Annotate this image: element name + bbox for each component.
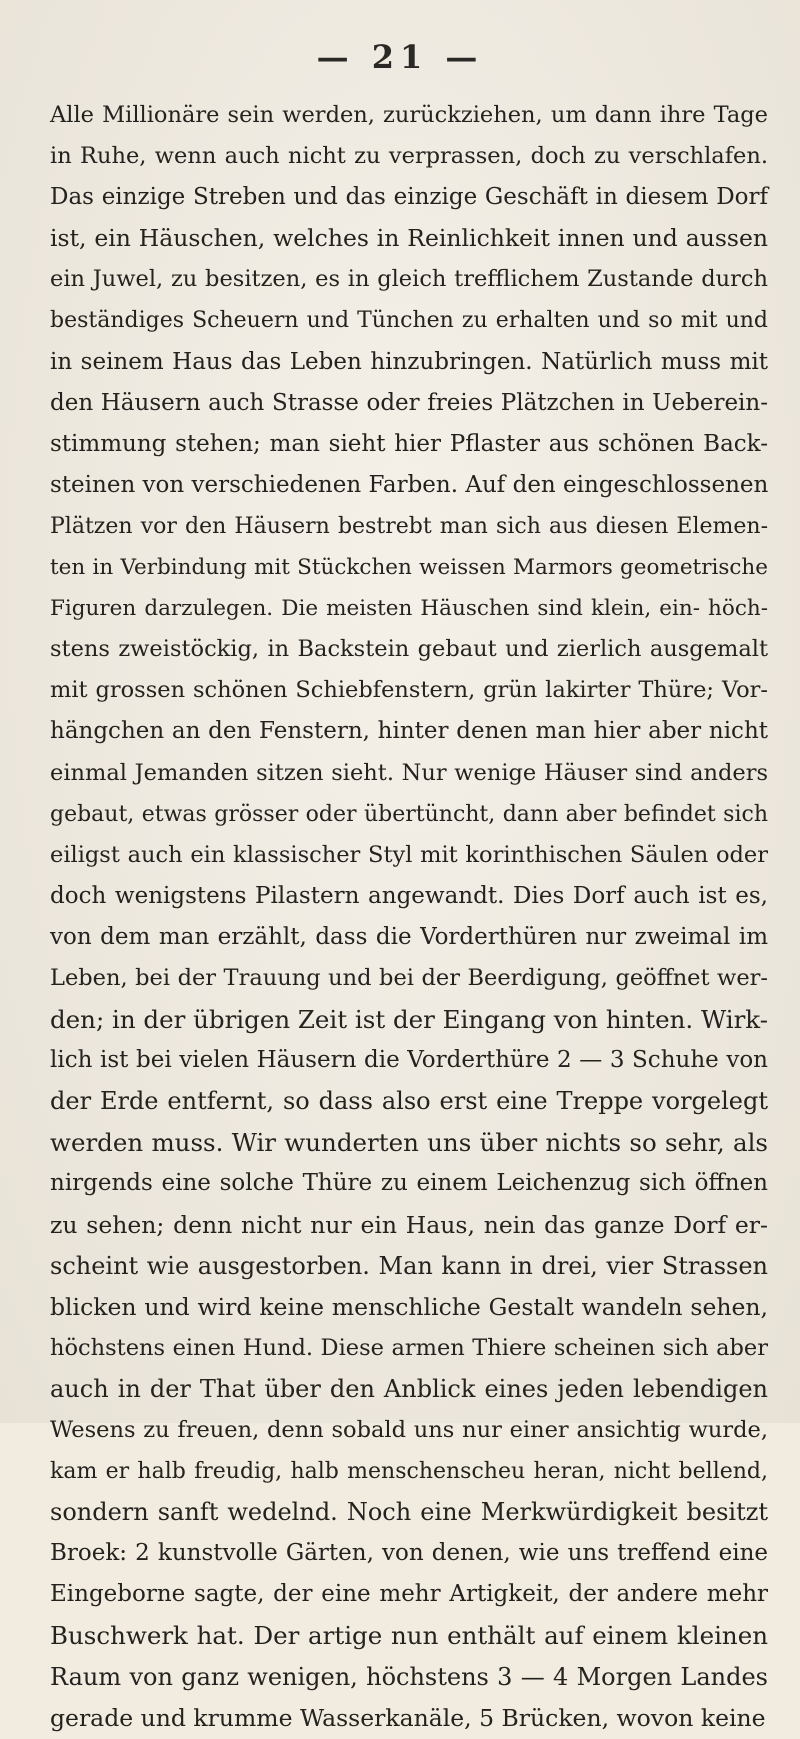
text-line: mit grossen schönen Schiebfenstern, grün lakirter Thüre; Vor- — [50, 677, 768, 704]
text-line: Raum von ganz wenigen, höchstens 3 — 4 Morgen Landes — [50, 1662, 768, 1691]
text-line: blicken und wird keine menschliche Gestalt wandeln sehen, — [50, 1292, 768, 1321]
text-line: beständiges Scheuern und Tünchen zu erhalten und so mit und — [50, 308, 768, 334]
text-line: in seinem Haus das Leben hinzubringen. Natürlich muss mit — [50, 348, 768, 375]
text-line: zu sehen; denn nicht nur ein Haus, nein das ganze Dorf er- — [50, 1210, 768, 1239]
text-line: in Ruhe, wenn auch nicht zu verprassen, doch zu verschlafen. — [50, 143, 768, 170]
text-line: den; in der übrigen Zeit ist der Eingang von hinten. Wirk- — [50, 1005, 768, 1035]
text-line: hängchen an den Fenstern, hinter denen man hier aber nicht — [50, 718, 768, 745]
text-line: lich ist bei vielen Häusern die Vorderthüre 2 — 3 Schuhe von — [50, 1047, 768, 1074]
text-line: gerade und krumme Wasserkanäle, 5 Brücken, wovon keine — [50, 1703, 766, 1732]
text-line: den Häusern auch Strasse oder freies Plätzchen in Ueberein- — [50, 389, 768, 416]
text-line: steinen von verschiedenen Farben. Auf den eingeschlossenen — [50, 471, 769, 498]
text-line: stens zweistöckig, in Backstein gebaut und zierlich ausgemalt — [50, 636, 768, 663]
text-line: von dem man erzählt, dass die Vorderthüren nur zweimal im — [50, 923, 768, 950]
text-line: nirgends eine solche Thüre zu einem Leichenzug sich öffnen — [50, 1170, 768, 1197]
text-line: Broek: 2 kunstvolle Gärten, von denen, wie uns treffend eine — [50, 1540, 768, 1567]
text-line: gebaut, etwas grösser oder übertüncht, dann aber befindet sich — [50, 801, 768, 827]
text-line: werden muss. Wir wunderten uns über nichts so sehr, als — [50, 1128, 768, 1158]
text-line: ten in Verbindung mit Stückchen weissen Marmors geometrische — [50, 555, 768, 581]
body-text — [50, 95, 768, 1739]
text-line: doch wenigstens Pilastern angewandt. Dies Dorf auch ist es, — [50, 882, 768, 909]
text-line: einmal Jemanden sitzen sieht. Nur wenige Häuser sind anders — [50, 759, 768, 786]
text-line: Das einzige Streben und das einzige Geschäft in diesem Dorf — [50, 184, 768, 211]
text-line: höchstens einen Hund. Diese armen Thiere scheinen sich aber — [50, 1334, 768, 1361]
text-line: kam er halb freudig, halb menschenscheu heran, nicht bellend, — [50, 1459, 768, 1485]
text-line: sondern sanft wedelnd. Noch eine Merkwürdigkeit besitzt — [50, 1498, 768, 1527]
text-line: stimmung stehen; man sieht hier Pflaster aus schönen Back- — [50, 430, 768, 457]
page-number: — 21 — — [316, 38, 484, 76]
text-line: der Erde entfernt, so dass also erst eine Treppe vorgelegt — [50, 1087, 768, 1116]
text-line: Wesens zu freuen, denn sobald uns nur einer ansichtig wurde, — [50, 1417, 768, 1443]
text-line: Eingeborne sagte, der eine mehr Artigkeit, der andere mehr — [50, 1581, 768, 1608]
text-line: Plätzen vor den Häusern bestrebt man sich aus diesen Elemen- — [50, 513, 768, 539]
text-line: Buschwerk hat. Der artige nun enthält auf einem kleinen — [50, 1621, 768, 1651]
text-line: Leben, bei der Trauung und bei der Beerdigung, geöffnet wer- — [50, 964, 768, 991]
text-line: eiligst auch ein klassischer Styl mit korinthischen Säulen oder — [50, 841, 768, 868]
text-line: auch in der That über den Anblick eines jeden lebendigen — [50, 1374, 768, 1403]
text-line: Alle Millionäre sein werden, zurückziehen, um dann ihre Tage — [50, 102, 768, 128]
text-line: scheint wie ausgestorben. Man kann in drei, vier Strassen — [50, 1251, 768, 1280]
text-line: Figuren darzulegen. Die meisten Häuschen sind klein, ein- höch- — [50, 596, 768, 622]
text-line: ist, ein Häuschen, welches in Reinlichkeit innen und aussen — [50, 224, 768, 253]
text-line: ein Juwel, zu besitzen, es in gleich trefflichem Zustande durch — [50, 266, 768, 293]
